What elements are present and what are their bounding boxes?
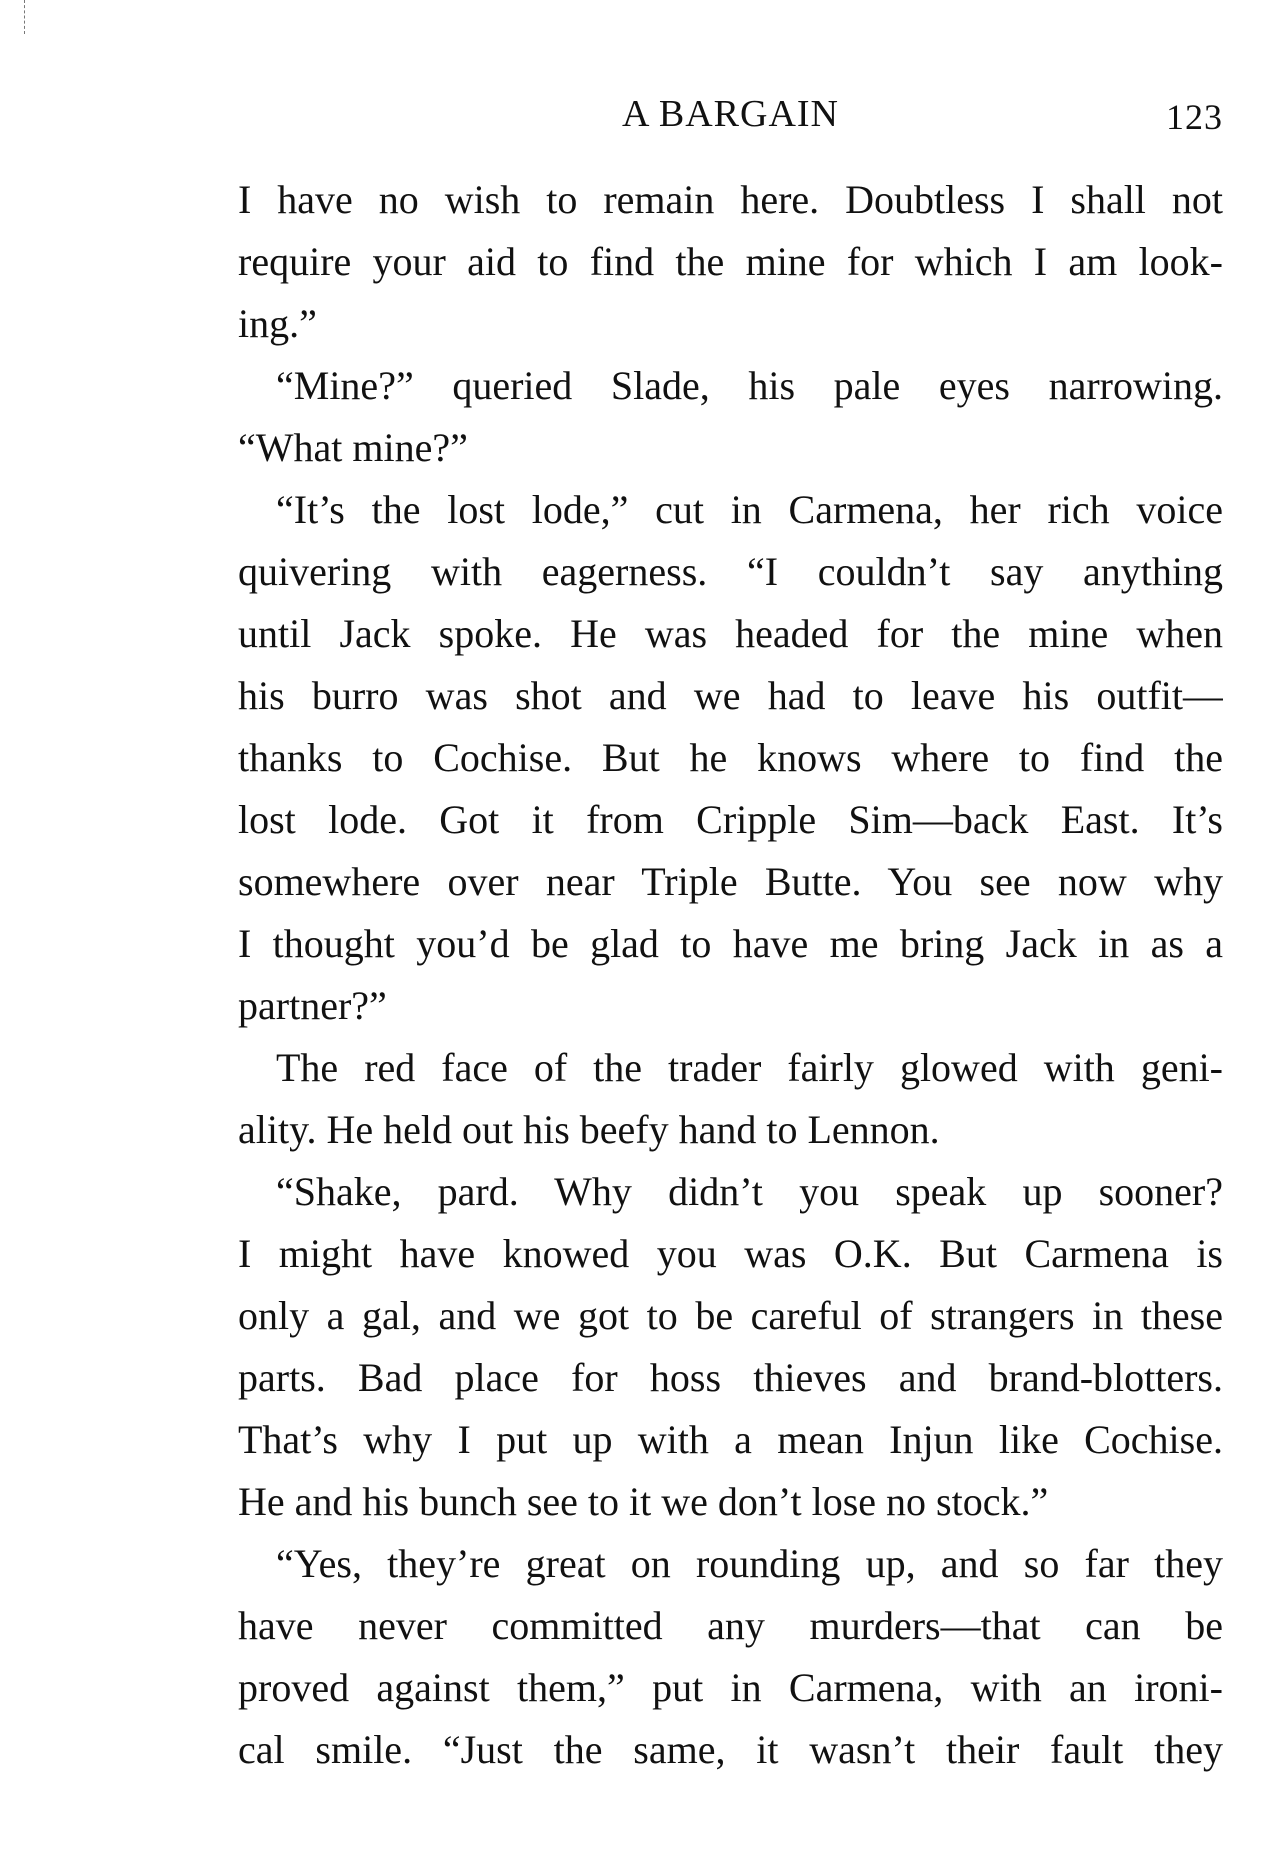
text-line: only a gal, and we got to be careful of strangers in these xyxy=(238,1293,1223,1338)
text-line: parts. Bad place for hoss thieves and brand-blotters. xyxy=(238,1355,1223,1400)
text-line: “Yes, they’re great on rounding up, and so far they xyxy=(276,1541,1223,1586)
running-title: A BARGAIN xyxy=(622,93,839,135)
text-line: “Mine?” queried Slade, his pale eyes narrowing. xyxy=(276,363,1223,408)
text-line: I have no wish to remain here. Doubtless I shall not xyxy=(238,177,1223,222)
text-line: lost lode. Got it from Cripple Sim—back East. It’s xyxy=(238,797,1223,842)
text-line: I might have knowed you was O.K. But Carmena is xyxy=(238,1231,1223,1276)
text-line: I thought you’d be glad to have me bring Jack in as a xyxy=(238,921,1223,966)
text-line: The red face of the trader fairly glowed with geni- xyxy=(276,1045,1223,1090)
page-number: 123 xyxy=(1166,97,1223,137)
text-line: partner?” xyxy=(238,983,387,1028)
text-line: “Shake, pard. Why didn’t you speak up sooner? xyxy=(276,1169,1223,1214)
text-line: require your aid to find the mine for which I am look- xyxy=(238,239,1223,284)
text-line: thanks to Cochise. But he knows where to find the xyxy=(238,735,1223,780)
text-line: quivering with eagerness. “I couldn’t say anything xyxy=(238,549,1223,594)
margin-mark xyxy=(24,0,26,34)
text-line: somewhere over near Triple Butte. You see now why xyxy=(238,859,1223,904)
text-line: his burro was shot and we had to leave his outfit— xyxy=(238,673,1223,718)
text-line: That’s why I put up with a mean Injun like Cochise. xyxy=(238,1417,1223,1462)
text-line: ing.” xyxy=(238,301,317,346)
text-line: have never committed any murders—that can be xyxy=(238,1603,1223,1648)
body-text xyxy=(238,169,1223,1781)
text-line: “What mine?” xyxy=(238,425,468,470)
text-line: proved against them,” put in Carmena, with an ironi- xyxy=(238,1665,1223,1710)
text-line: “It’s the lost lode,” cut in Carmena, her rich voice xyxy=(276,487,1223,532)
text-line: until Jack spoke. He was headed for the mine when xyxy=(238,611,1223,656)
running-head xyxy=(238,92,1223,142)
text-line: cal smile. “Just the same, it wasn’t their fault they xyxy=(238,1727,1223,1772)
text-line: ality. He held out his beefy hand to Lennon. xyxy=(238,1107,940,1152)
text-line: He and his bunch see to it we don’t lose no stock.” xyxy=(238,1479,1049,1524)
